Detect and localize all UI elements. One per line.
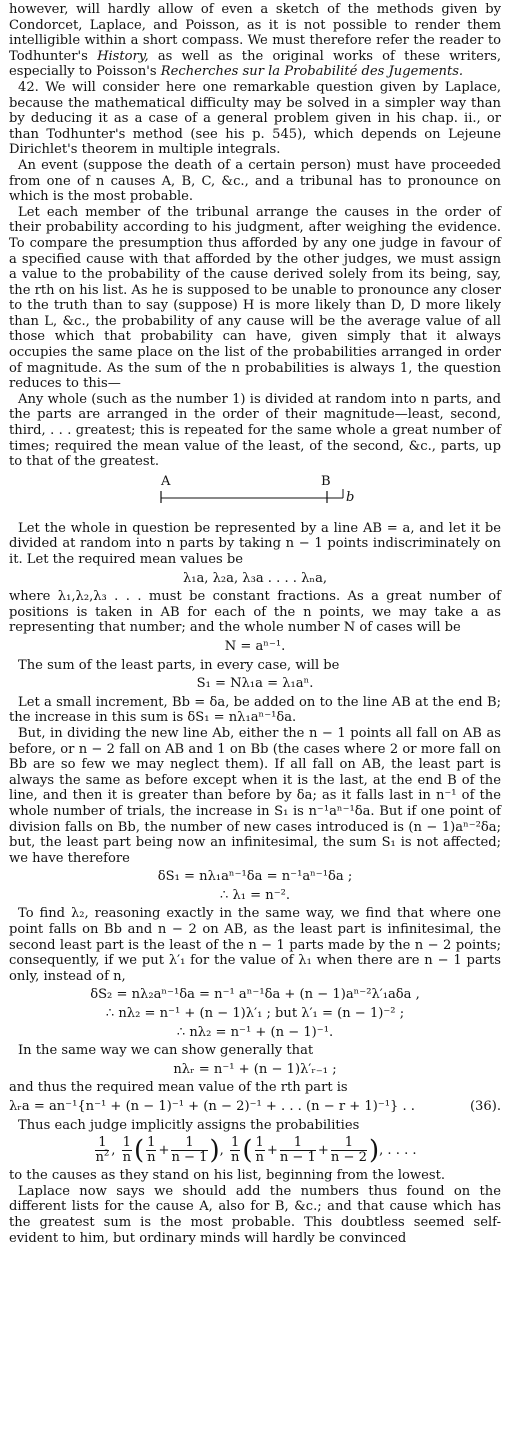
paragraph-line-ab: Let the whole in question be represented by a line AB = a, and let it be divided at random into n parts by taking n − 1 points indiscriminately on it. Let the required mean values be xyxy=(9,520,501,567)
paragraph-lowest: to the causes as they stand on his list, beginning from the lowest. xyxy=(9,1168,446,1184)
paragraph-lambda2: To find λ₂, reasoning exactly in the same way, we find that where one point falls on Bb and n − 2 on AB, as the least part is infinitesimal, the second least part is the least of the n − 1 parts made by the n − 2 points; consequently, if we put λ′₁ for the value of λ₁ when there are n − 1 parts only, instead of n, xyxy=(9,906,501,984)
equation-lambda1: ∴ λ₁ = n⁻². xyxy=(219,887,291,903)
paragraph-rth-part: and thus the required mean value of the rth part is xyxy=(9,1080,348,1096)
equation-n-lambda-r: nλᵣ = n⁻¹ + (n − 1)λ′ᵣ₋₁ ; xyxy=(173,1061,337,1077)
paragraph-laplace: Laplace now says we should add the numbers thus found on the different lists for the cause A, also for B, &c.; and that cause which has the greatest sum is the most probable. This doubtless seemed self-evident to him, but ordinary minds will hardly be convinced xyxy=(9,1183,501,1246)
paragraph-increment: Let a small increment, Bb = δa, be added on to the line AB at the end B; the increase in this sum is δS₁ = nλ₁aⁿ⁻¹δa. xyxy=(9,694,501,726)
equation-n-lambda2-b: ∴ nλ₂ = n⁻¹ + (n − 1)⁻¹. xyxy=(176,1024,334,1040)
equation-36 xyxy=(9,1099,501,1115)
equation-number-36: (36). xyxy=(469,1099,501,1114)
equation-probabilities: $\frac{1}{n^2}$ , $\frac{1}{n}$ ( $\frac{1}{n}$ + $\frac{1}{n - 1}$ ), $\frac{1}{n}$ ( $\frac{1}{n}$ + $\frac{1}{n - 1}$ + $\frac{1}{n - 2}$ ), . . . . xyxy=(95,1135,417,1166)
equation-n-lambda2-a: ∴ nλ₂ = n⁻¹ + (n − 1)λ′₁ ; but λ′₁ = (n − 1)⁻² ; xyxy=(105,1006,405,1022)
line-diagram xyxy=(9,472,501,518)
paragraph-fractions: where λ₁,λ₂,λ₃ . . . must be constant fractions. As a great number of positions is taken in AB for each of the n points, we may take a as representing that number; and the whole number N of cases will be xyxy=(9,589,501,636)
diagram-label-b: B xyxy=(321,473,331,489)
paragraph-42: 42. We will consider here one remarkable question given by Laplace, because the mathematical difficulty may be solved in a simpler way than by deducing it as a case of a general problem given in his chap. ii., or than Todhunter's method (see his p. 545), which depends on Lejeune Dirichlet's theorem in multiple integrals. xyxy=(9,79,501,158)
equation-delta-s1: δS₁ = nλ₁aⁿ⁻¹δa = n⁻¹aⁿ⁻¹δa ; xyxy=(157,869,353,885)
line-ab-graphic xyxy=(159,488,349,508)
paragraph-event: An event (suppose the death of a certain person) must have proceeded from one of n causes A, B, C, &c., and a tribunal has to pronounce on which is the most probable. xyxy=(9,157,501,205)
paragraph-each-judge: Thus each judge implicitly assigns the probabilities xyxy=(18,1117,360,1133)
paragraph-generally: In the same way we can show generally that xyxy=(18,1043,314,1059)
diagram-label-a: A xyxy=(161,473,171,489)
equation-mean-values: λ₁a, λ₂a, λ₃a . . . . λₙa, xyxy=(182,570,328,586)
paragraph-least-sum: The sum of the least parts, in every case, will be xyxy=(18,657,340,673)
paragraph-1: however, will hardly allow of even a sketch of the methods given by Condorcet, Laplace, and Poisson, as it is not possible to render them intelligible within a short compass. We must therefore refer the reader to Todhunter's History, as well as the original works of these writers, especially to Poisson's Recherches sur la Probabilité des Jugements. xyxy=(9,2,501,80)
equation-delta-s2: δS₂ = nλ₂aⁿ⁻¹δa = n⁻¹ aⁿ⁻¹δa + (n − 1)aⁿ⁻²λ′₁aδa , xyxy=(90,987,420,1003)
equation-s1: S₁ = Nλ₁a = λ₁aⁿ. xyxy=(196,676,314,692)
diagram-label-small-b: b xyxy=(346,489,355,505)
paragraph-dividing: But, in dividing the new line Ab, either the n − 1 points all fall on AB as before, or n − 2 fall on AB and 1 on Bb (the cases where 2 or more fall on Bb are so few we may neglect them). If all fall on AB, the least part is always the same as before except when it is the last, at the end B of the line, and then it is greater than before by δa; as it falls last in n⁻¹ of the whole number of trials, the increase in S₁ is n⁻¹aⁿ⁻¹δa. But if one point of division falls on Bb, the number of new cases introduced is (n − 1)aⁿ⁻²δa; but, the least part being now an infinitesimal, the sum S₁ is not affected; we have therefore xyxy=(9,725,501,866)
paragraph-tribunal: Let each member of the tribunal arrange the causes in the order of their probability according to his judgment, after weighing the evidence. To compare the presumption thus afforded by any one judge in favour of a specified cause with that afforded by the other judges, we must assign a value to the probability of the cause derived solely from its being, say, the rth on his list. As he is supposed to be unable to pronounce any closer to the truth than to say (suppose) H is more likely than D, D more likely than L, &c., the probability of any cause will be the average value of all those which that probability can have, given simply that it always occupies the same place on the list of the probabilities arranged in order of magnitude. As the sum of the n probabilities is always 1, the question reduces to this— xyxy=(9,204,501,392)
equation-n-cases: N = aⁿ⁻¹. xyxy=(224,638,286,654)
paragraph-problem: Any whole (such as the number 1) is divided at random into n parts, and the parts are arranged in the order of their magnitude—least, second, third, . . . greatest; this is repeated for the same whole a great number of times; required the mean value of the least, of the second, &c., parts, up to that of the greatest. xyxy=(9,391,501,470)
equation-36-body: λᵣa = an⁻¹{n⁻¹ + (n − 1)⁻¹ + (n − 2)⁻¹ + . . . (n − r + 1)⁻¹} . . xyxy=(9,1099,415,1114)
